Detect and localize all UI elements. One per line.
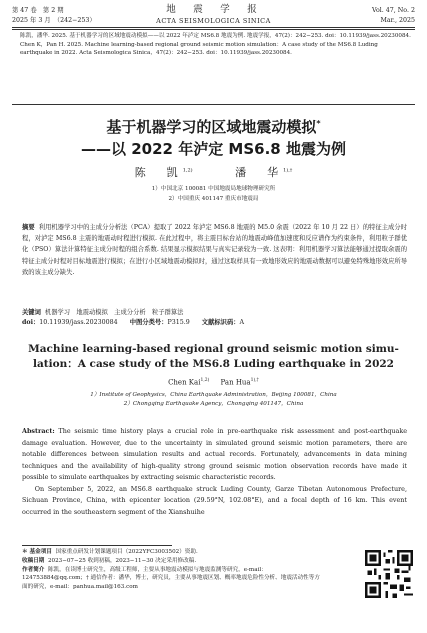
affiliations-en [0,391,427,409]
authors-en [0,378,427,386]
author-2-en: Pan Hua [220,378,251,387]
authors-cn [0,164,427,180]
header-rule-thin [12,29,415,30]
footnote-received-label: 收稿日期 [22,557,45,564]
paper-title-en [20,342,407,372]
affiliations-cn [0,184,427,204]
affiliation-cn-1: 1）中国北京 100081 中国地震局地球物理研究所 [151,186,276,192]
author-1-cn: 陈 凯 [134,166,183,179]
author-1-en: Chen Kai [168,378,201,387]
author-2-cn-sup: 1),† [283,167,293,174]
author-1-en-sup: 1,2) [200,378,210,383]
title-cn-line2: ——以 2022 年泸定 MS6.8 地震为例 [81,140,346,158]
header-date-en: Mar., 2025 [380,17,415,24]
citation-en: Chen K，Pan H. 2025. Machine learning-based regional ground seismic motion simulation：A case study of the MS6.8 Luding earthquake in 2022. Acta Seismologica Sinica，47(2)：242−253. doi：10.11939/jass.20230084. [20,41,378,56]
footnote-author-label: 作者简介 [22,566,45,573]
doc-code-label: 文献标识码： [201,319,240,326]
clc-label: 中图分类号： [129,319,168,326]
title-cn-star: * [316,119,321,128]
abstract-cn-text: 利用机器学习中的主成分分析法（PCA）提取了 2022 年泸定 MS6.8 地震的 M5.0 余震（2022 年 10 月 22 日）的特征主成分时程，对泸定 MS6.8 主震的地震动时程进行模拟. 在此过程中，将主震目标台站的地震动峰值加速度和反应谱作为约束条件，利用粒子群优化（PSO）算法计算特征主成分时程的组合系数. 结果显示模拟结果与真实记录较为一致. 这表明：利用机器学习算法能够通过提取余震的特征主成分时程对目标地震进行模拟；在进行小区域地震动模拟时，通过这取样具有一致地形效应的地震动数据可以避免特殊地形效应所导致的该主成分缺失. [22,224,407,276]
paper-title-cn [0,113,427,160]
header-journal-block [0,4,427,26]
abstract-en-p2: On September 5, 2022, an MS6.8 earthquake struck Luding County, Garze Tibetan Autonomous Prefecture, Sichuan Province, China, with epicenter location (29.59°N, 102.08°E), and a focal depth of 16 km. This event occurred in the southeastern segment of the Xianshuihe [22,484,407,516]
title-en-line1: Machine learning-based regional ground seismic motion simu- [28,343,399,355]
footnote-rule [22,545,172,546]
header-volume-en-block [372,6,415,26]
affiliation-en-1: 1）Institute of Geophysics，China Earthquake Administration，Beijing 100081，China [90,392,337,398]
keywords-cn-label: 关键词 [22,309,41,316]
citation-cn: 陈凯，潘华. 2025. 基于机器学习的区域地震动模拟——以 2022 年泸定 MS6.8 地震为例. 地震学报，47(2)：242−253. doi：10.11939/jass.20230084. [20,33,411,39]
affiliation-cn-2: 2）中国重庆 401147 重庆市地震局 [168,196,259,202]
title-cn-line1: 基于机器学习的区域地震动模拟 [106,118,317,136]
journal-name-en: ACTA SEISMOLOGICA SINICA [156,17,271,25]
title-en-line2: lation：A case study of the MS6.8 Luding earthquake in 2022 [32,358,394,370]
journal-name-cn: 地 震 学 报 [166,4,261,15]
author-2-cn: 潘 华 [235,166,284,179]
footnote-funding-label: ＊ 基金项目 [22,549,52,555]
header-volume-en: Vol. 47, No. 2 [372,7,415,14]
footnote-funding-text: 国家重点研发计划课题项目（2022YFC3003502）资助. [55,549,198,555]
footnotes [22,548,322,592]
header-date-cn: 2025 年 3 月 （242−253） [12,17,96,24]
affiliation-en-2: 2）Chongqing Earthquake Agency，Chongqing 401147，China [123,401,304,408]
header-volume-cn: 第 47 卷 第 2 期 [12,7,64,14]
author-1-cn-sup: 1,2) [182,167,193,174]
abstract-cn-label: 摘要 [22,224,35,231]
qr-code-icon [365,550,413,598]
header-rule-thick [12,27,415,28]
author-2-en-sup: 1),† [250,378,259,383]
footnote-received-text: 2023−07−25 收到初稿，2023−11−30 决定采用修改稿. [47,557,197,564]
keywords-block-cn [22,308,407,328]
clc-value: P315.9 [167,319,190,326]
citation-block [20,32,412,58]
doc-code-value: A [239,319,245,326]
abstract-cn [22,222,407,278]
keywords-cn-text: 机器学习 地震动模拟 主成分分析 粒子群算法 [44,309,184,316]
abstract-en-p1: The seismic time history plays a crucial role in pre-earthquake risk assessment and post-earthquake damage evaluation. However, due to the uncertainty in simulated ground seismic motion parameters, there are notable differences between simulation results and actual records. Fortunately, advancements in data mining techniques and the availability of high-quality strong ground seismic motion observation records have made it possible to simulate earthquakes by extracting seismic characteristic records. [22,427,407,481]
abstract-en [22,426,407,518]
doi-label: doi： [22,319,40,326]
doi-value[interactable]: 10.11939/jass.20230084 [39,319,118,326]
footnote-author-text: 陈凯，在读博士研究生，高级工程师，主要从事地震动模拟与地震监测等研究，e-mail：124753884@qq.com；† 通信作者：潘华，博士，研究员，主要从事地震区划、概率地震危险性分析、地震活动性等方面的研究，e-mail：panhua.mail@163.com [22,566,320,591]
abstract-en-label: Abstract: [22,427,55,435]
citation-rule [12,104,415,105]
